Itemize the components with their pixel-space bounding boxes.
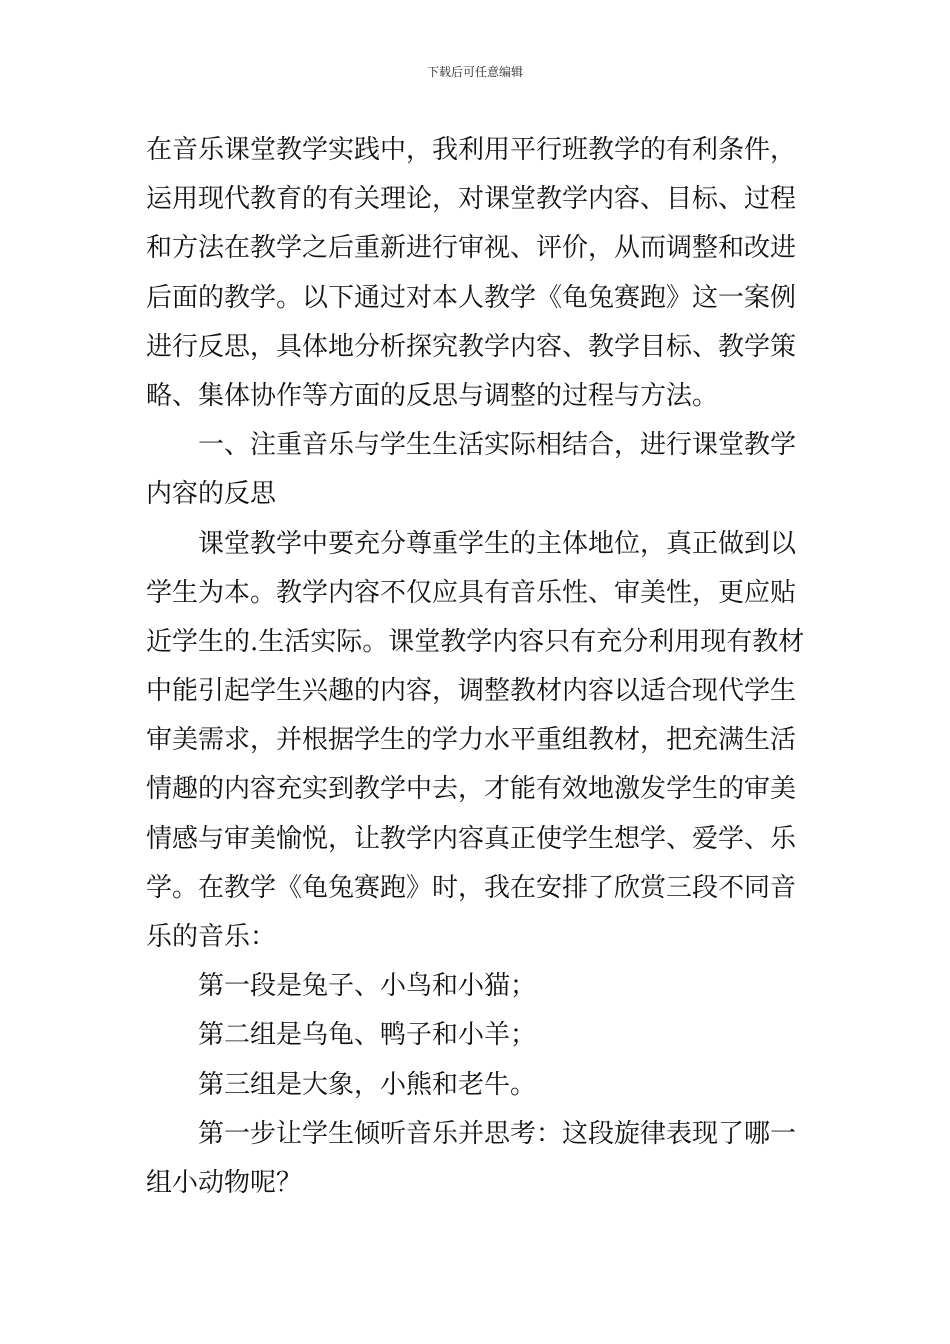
document-body [146, 126, 808, 1208]
text-line: 情感与审美愉悦，让教学内容真正使学生想学、爱学、乐 [146, 823, 797, 854]
text-line: 学。在教学《龟兔赛跑》时，我在安排了欣赏三段不同音 [146, 872, 797, 903]
text-line: 乐的音乐： [146, 922, 277, 952]
text-line: 近学生的.生活实际。课堂教学内容只有充分利用现有教材 [146, 626, 805, 657]
text-line: 课堂教学中要充分尊重学生的主体地位，真正做到以 [198, 528, 797, 559]
text-line: 在音乐课堂教学实践中，我利用平行班教学的有利条件， [146, 135, 797, 165]
text-line: 第一步让学生倾听音乐并思考：这段旋律表现了哪一 [198, 1118, 797, 1149]
text-line: 进行反思，具体地分析探究教学内容、教学目标、教学策 [146, 331, 797, 362]
text-line: 中能引起学生兴趣的内容，调整教材内容以适合现代学生 [146, 676, 797, 707]
text-line: 后面的教学。以下通过对本人教学《龟兔赛跑》这一案例 [146, 282, 797, 313]
text-line: 和方法在教学之后重新进行审视、评价，从而调整和改进 [146, 233, 797, 264]
text-line: 略、集体协作等方面的反思与调整的过程与方法。 [146, 380, 719, 411]
page-header-note: 下载后可任意编辑 [426, 65, 523, 79]
text-line: 学生为本。教学内容不仅应具有音乐性、审美性，更应贴 [146, 577, 797, 608]
text-line: 运用现代教育的有关理论，对课堂教学内容、目标、过程 [146, 184, 797, 215]
text-line: 情趣的内容充实到教学中去，才能有效地激发学生的审美 [146, 774, 797, 805]
list-item-line: 第三组是大象，小熊和老牛。 [198, 1069, 537, 1100]
list-item-line: 第一段是兔子、小鸟和小猫； [198, 971, 537, 1002]
text-line: 组小动物呢？ [146, 1167, 303, 1198]
section-heading-line: 一、注重音乐与学生生活实际相结合，进行课堂教学 [198, 430, 797, 461]
list-item-line: 第二组是乌龟、鸭子和小羊； [198, 1020, 537, 1051]
text-line: 审美需求，并根据学生的学力水平重组教材，把充满生活 [146, 725, 797, 756]
section-heading-line: 内容的反思 [146, 479, 277, 510]
